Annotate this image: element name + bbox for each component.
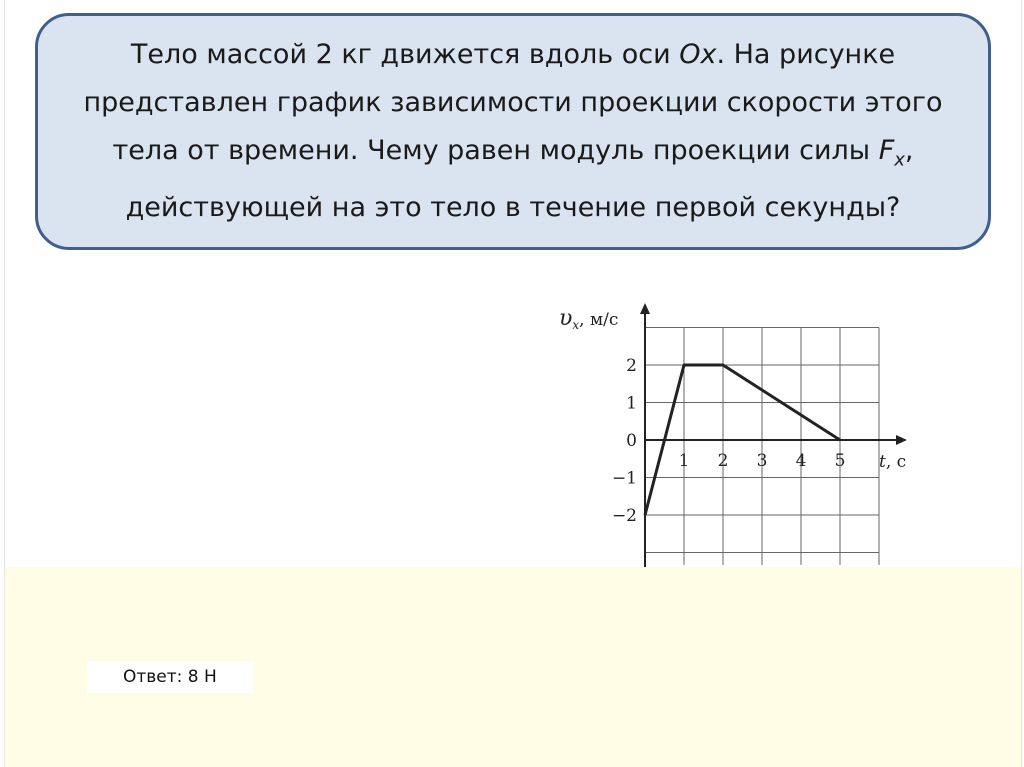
y-axis-label (559, 306, 618, 332)
axes (640, 303, 907, 585)
question-part-2: . На рисунке представлен график зависимости проекции скорости этого тела от времени. Чему равен модуль проекции силы (83, 38, 943, 166)
slide (4, 0, 1022, 767)
x-tick-label: 1 (678, 451, 690, 471)
y-axis-label-sub: x (572, 318, 580, 332)
y-axis-arrow (640, 303, 650, 314)
y-tick-label: 2 (626, 356, 637, 376)
x-axis-label-var: t (879, 452, 886, 472)
answer-label: Ответ: 8 Н (87, 661, 253, 693)
x-tick-label: 4 (795, 451, 807, 471)
x-tick-label: 5 (834, 451, 846, 471)
axis-variable: Ox (679, 38, 717, 70)
x-tick-label: 2 (717, 451, 729, 471)
x-axis-label (879, 452, 906, 472)
x-tick-label: 3 (756, 451, 768, 471)
answer-area (5, 567, 1021, 767)
force-subscript: x (894, 149, 905, 171)
y-tick-label: 0 (626, 431, 637, 451)
force-symbol: F (878, 134, 895, 166)
velocity-time-graph (545, 295, 925, 585)
y-tick-label: 1 (626, 393, 637, 414)
y-axis-label-unit: , м/с (579, 310, 619, 330)
y-axis-label-var: υ (559, 306, 573, 331)
x-axis-arrow (896, 435, 907, 445)
question-box (35, 13, 991, 250)
y-tick-label: −2 (611, 506, 637, 526)
grid (645, 328, 879, 566)
question-part-3: , действующей на это тело в течение первой секунды? (125, 134, 914, 224)
x-axis-label-unit: , с (885, 452, 907, 472)
question-text (82, 31, 944, 232)
question-part-1: Тело массой 2 кг движется вдоль оси (130, 38, 680, 70)
y-tick-label: −1 (611, 468, 637, 489)
